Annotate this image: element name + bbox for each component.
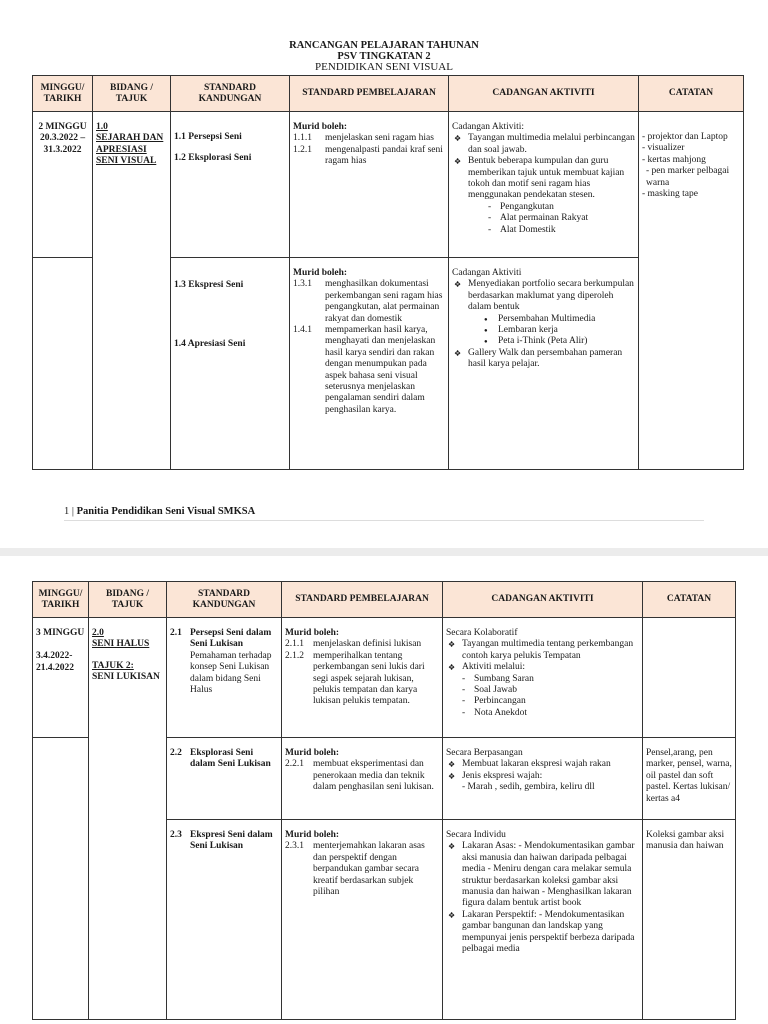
cell-standard-pembelajaran — [282, 738, 443, 820]
activity-subitem: - Marah , sedih, gembira, keliru dll — [462, 782, 595, 793]
page-separator — [0, 548, 768, 556]
cell-standard-pembelajaran — [282, 618, 443, 738]
sp-item: 1.1.1 menjelaskan seni ragam hias — [293, 133, 434, 144]
activity-item: ❖ Bentuk beberapa kumpulan dan guru memberikan tajuk untuk membuat kajian tokoh dan motif seni ragam hias menggunakan pendekatan stesen. - Pengangkutan - Alat permainan Rakyat - Alat Domestik — [452, 156, 635, 236]
doc-title: RANCANGAN PELAJARAN TAHUNAN — [289, 40, 479, 51]
activity-heading: Cadangan Aktiviti — [452, 268, 522, 278]
bidang-number: 2.0 — [92, 628, 104, 638]
sk-item: 1.3 Ekspresi Seni — [174, 280, 244, 290]
activity-subitem: - Alat permainan Rakyat — [488, 213, 635, 224]
cell-minggu-empty — [33, 738, 89, 1020]
activity-subitem: - Nota Anekdot — [462, 708, 639, 719]
cell-cadangan-aktiviti — [443, 820, 643, 1020]
note-item: - kertas mahjong — [642, 154, 706, 165]
cell-standard-kandungan — [167, 618, 282, 738]
cell-cadangan-aktiviti — [449, 112, 639, 258]
activity-item: ❖ Tayangan multimedia melalui perbincangan dan soal jawab. — [452, 133, 635, 156]
activity-subitem: ● Lembaran kerja — [484, 325, 635, 336]
col-header-bidang: BIDANG / TAJUK — [89, 582, 167, 618]
activity-item: ❖ Jenis ekspresi wajah: - Marah , sedih, gembira, keliru dll — [446, 771, 639, 794]
bidang-title: SENI HALUS — [92, 639, 150, 650]
murid-label: Murid boleh: — [293, 122, 348, 132]
activity-item: ❖ Menyediakan portfolio secara berkumpulan berdasarkan maklumat yang diperoleh dalam bentuk ● Persembahan Multimedia ● Lembaran kerja ● Peta i-Think (Peta Alir) — [452, 279, 635, 347]
col-header-cadangan-aktiviti: CADANGAN AKTIVITI — [443, 582, 643, 618]
sk-item: 1.2 Eksplorasi Seni — [174, 153, 252, 164]
cell-minggu-empty — [33, 258, 93, 470]
cell-minggu — [33, 618, 89, 738]
cell-standard-pembelajaran — [290, 258, 449, 470]
activity-heading: Cadangan Aktiviti: — [452, 122, 525, 132]
activity-subitem: - Soal Jawab — [462, 685, 639, 696]
cell-cadangan-aktiviti — [449, 258, 639, 470]
cell-standard-pembelajaran — [282, 820, 443, 1020]
plan-table-1 — [32, 75, 744, 470]
activity-subitem: ● Peta i-Think (Peta Alir) — [484, 336, 635, 347]
col-header-minggu: MINGGU/ TARIKH — [33, 582, 89, 618]
cell-standard-pembelajaran — [290, 112, 449, 258]
tarikh-label: 3.4.2022- 21.4.2022 — [36, 651, 74, 673]
activity-item: ❖ Lakaran Asas: - Mendokumentasikan gambar aksi manusia dan haiwan daripada pelbagai media - Meniru dengan cara melakar semula struktur berdasarkan koleksi gambar aksi manusia dan haiwan - Menghasilkan lakaran figura dalam bentuk artist book — [446, 841, 639, 909]
cell-catatan: Koleksi gambar aksi manusia dan haiwan — [643, 820, 736, 1020]
murid-label: Murid boleh: — [293, 268, 348, 278]
col-header-minggu: MINGGU/ TARIKH — [33, 76, 93, 112]
page-number: 1 | — [64, 506, 74, 517]
cell-bidang — [89, 618, 167, 1020]
sk-description: Pemahaman terhadap konsep Seni Lukisan dalam bidang Seni Halus — [190, 650, 272, 696]
note-item: - masking tape — [642, 189, 698, 200]
activity-heading: Secara Kolaboratif — [446, 628, 518, 638]
col-header-standard-kandungan: STANDARD KANDUNGAN — [167, 582, 282, 618]
cell-catatan — [639, 112, 744, 470]
note-item: - pen marker pelbagai warna — [646, 166, 730, 188]
sk-item: 2.2 Eksplorasi Seni dalam Seni Lukisan — [170, 748, 271, 770]
col-header-standard-pembelajaran: STANDARD PEMBELAJARAN — [282, 582, 443, 618]
sp-item: 2.1.2 memperihalkan tentang perkembangan seni lukis dari segi aspek sejarah lukisan, pelukis tempatan dan karya lukisan pelukis tempatan. — [285, 650, 425, 707]
sk-item: 1.1 Persepsi Seni — [174, 132, 242, 142]
cell-cadangan-aktiviti — [443, 618, 643, 738]
activity-item: ❖ Membuat lakaran ekspresi wajah rakan — [446, 759, 639, 770]
footer-text: Panitia Pendidikan Seni Visual SMKSA — [76, 506, 256, 517]
cell-standard-kandungan — [171, 112, 290, 258]
activity-subitem: ● Persembahan Multimedia — [484, 314, 635, 325]
doc-subject: PENDIDIKAN SENI VISUAL — [315, 61, 453, 73]
sp-item: 1.2.1 mengenalpasti pandai kraf seni ragam hias — [293, 144, 443, 167]
tajuk-title: SENI LUKISAN — [92, 672, 160, 683]
activity-heading: Secara Individu — [446, 830, 506, 840]
sk-item: 2.1 Persepsi Seni dalam Seni Lukisan — [170, 628, 272, 650]
sp-item: 2.2.1 membuat eksperimentasi dan penerokaan media dan teknik dalam penghasilan seni lukisan. — [285, 759, 434, 793]
tajuk-label: TAJUK 2: — [92, 660, 134, 671]
activity-heading: Secara Berpasangan — [446, 748, 523, 758]
plan-table-2 — [32, 581, 736, 1020]
col-header-bidang: BIDANG / TAJUK — [93, 76, 171, 112]
cell-standard-kandungan — [171, 258, 290, 470]
activity-item: ❖ Lakaran Perspektif: - Mendokumentasikan gambar bangunan dan landskap yang mempunyai jenis perspektif berbeza daripada pelbagai media — [446, 910, 639, 956]
cell-bidang — [93, 112, 171, 470]
bidang-number: 1.0 — [96, 122, 108, 132]
activity-item: ❖ Gallery Walk dan persembahan pameran hasil karya pelajar. — [452, 348, 635, 371]
cell-catatan: Pensel,arang, pen marker, pensel, warna, oil pastel dan soft pastel. Kertas lukisan/ kertas a4 — [643, 738, 736, 820]
sk-item: 1.4 Apresiasi Seni — [174, 339, 246, 350]
cell-catatan — [643, 618, 736, 738]
col-header-standard-kandungan: STANDARD KANDUNGAN — [171, 76, 290, 112]
cell-minggu: 2 MINGGU 20.3.2022 – 31.3.2022 — [33, 112, 93, 258]
bidang-title: SEJARAH DAN APRESIASI SENI VISUAL — [96, 133, 164, 167]
cell-standard-kandungan — [167, 820, 282, 1020]
murid-label: Murid boleh: — [285, 748, 340, 758]
activity-subitem: - Sumbang Saran — [462, 674, 639, 685]
col-header-standard-pembelajaran: STANDARD PEMBELAJARAN — [290, 76, 449, 112]
sp-item: 1.3.1 menghasilkan dokumentasi perkembangan seni ragam hias pengangkutan, alat permainan rakyat dan domestik — [293, 279, 443, 324]
activity-subitem: - Pengangkutan — [488, 202, 635, 213]
murid-label: Murid boleh: — [285, 830, 340, 840]
col-header-catatan: CATATAN — [639, 76, 744, 112]
minggu-label: 3 MINGGU — [36, 628, 85, 638]
doc-subtitle: PSV TINGKATAN 2 — [337, 51, 431, 62]
murid-label: Murid boleh: — [285, 628, 340, 638]
sk-item: 2.3 Ekspresi Seni dalam Seni Lukisan — [170, 830, 273, 852]
col-header-cadangan-aktiviti: CADANGAN AKTIVITI — [449, 76, 639, 112]
note-item: - visualizer — [642, 143, 685, 154]
activity-item: ❖ Aktiviti melalui: - Sumbang Saran - Soal Jawab - Perbincangan - Nota Anekdot — [446, 662, 639, 719]
page-footer — [64, 506, 704, 521]
col-header-catatan: CATATAN — [643, 582, 736, 618]
activity-subitem: - Perbincangan — [462, 696, 639, 707]
sp-item: 2.3.1 menterjemahkan lakaran asas dan perspektif dengan berpandukan gambar secara kreatif berdasarkan subjek pilihan — [285, 841, 425, 898]
cell-standard-kandungan — [167, 738, 282, 820]
cell-cadangan-aktiviti — [443, 738, 643, 820]
activity-item: ❖ Tayangan multimedia tentang perkembangan contoh karya pelukis Tempatan — [446, 639, 639, 662]
note-item: - projektor dan Laptop — [642, 132, 728, 142]
activity-subitem: - Alat Domestik — [488, 225, 635, 236]
sp-item: 2.1.1 menjelaskan definisi lukisan — [285, 639, 422, 650]
sp-item: 1.4.1 mempamerkan hasil karya, menghayati dan menjelaskan hasil karya sendiri dan rakan dengan menumpukan pada aspek bahasa seni visual seterusnya menjelaskan pengalaman sendiri dalam penghasilan karya. — [293, 325, 436, 415]
